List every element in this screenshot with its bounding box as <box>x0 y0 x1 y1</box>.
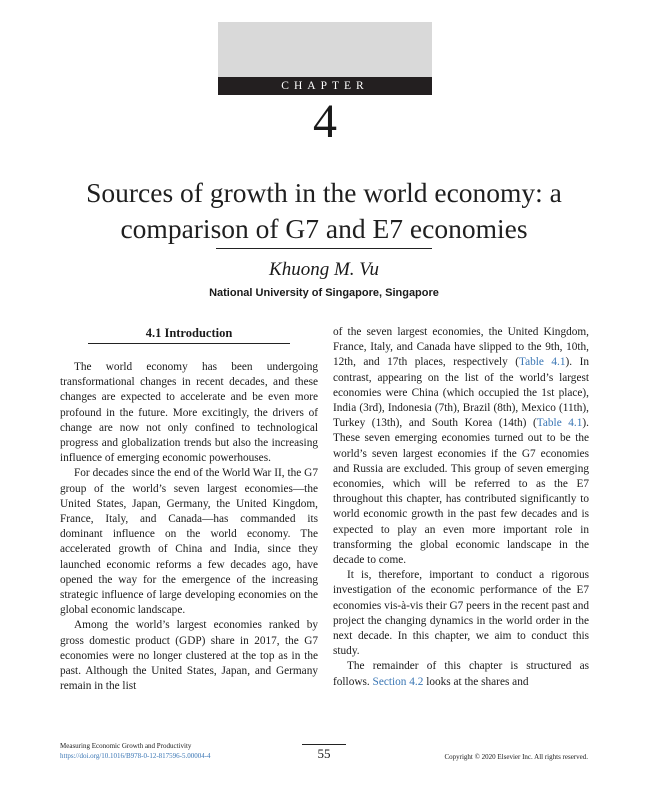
text-run: ). These seven emerging economies turned out to be the world’s seven largest economies if the G7 economies and Russia are excluded. This group of seven emerging economies, which will be referred to as the E7 throughout this chapter, has contributed significantly to world economic growth in the past few decades and is expected to play an even more important role in transforming the global economic landscape in the decade to come. <box>333 417 590 567</box>
paragraph: The world economy has been undergoing transformational changes in recent decades, and these changes are expected to accelerate and be even more profound in the future. More excitingly, the drivers of change are now not only confined to technological progress and globalization trends but also the increasing influence of emerging economic powerhouses. <box>60 361 318 465</box>
section-heading: 4.1 Introduction <box>88 325 290 344</box>
paragraph: For decades since the end of the World War II, the G7 group of the world’s seven largest economies—the United States, Japan, Germany, the United Kingdom, France, Italy, and Canada—has commanded its dominant influence on the world economy. The accelerated growth of China and India, since they launched economic reforms a few decades ago, have opened the way for the emergence of the increasing strategic influence of large developing economies on the global economic landscape. <box>60 467 318 617</box>
paragraph: It is, therefore, important to conduct a rigorous investigation of the economic performance of the E7 economies vis-à-vis their G7 peers in the recent past and project the changing dynamics in the world order in the next decade. In this chapter, we aim to conduct this study. <box>333 569 589 658</box>
table-4-1-link[interactable]: Table 4.1 <box>536 417 583 430</box>
chapter-title-line-1: Sources of growth in the world economy: a <box>86 177 562 208</box>
copyright-notice: Copyright © 2020 Elsevier Inc. All rights reserved. <box>444 753 588 761</box>
book-title: Measuring Economic Growth and Productivity <box>60 742 192 750</box>
footer-citation <box>60 741 211 761</box>
page-number-rule <box>302 744 346 745</box>
text-run: looks at the shares and <box>423 675 529 688</box>
paragraph: Among the world’s largest economies ranked by gross domestic product (GDP) share in 2017, the G7 economies were no longer clustered at the top as in the past. Although the United States, Japan, and Germany remain in the list <box>60 619 318 693</box>
author-affiliation: National University of Singapore, Singapore <box>209 287 439 299</box>
table-4-1-link[interactable]: Table 4.1 <box>519 356 566 369</box>
paragraph <box>333 325 589 568</box>
text-run: of the seven largest economies, the United Kingdom, France, Italy, and Canada have slipped to the 9th, 10th, 12th, and 17th places, respectively ( <box>333 326 589 369</box>
left-column <box>60 325 318 694</box>
chapter-banner <box>218 22 432 77</box>
right-column <box>333 325 589 690</box>
chapter-label: CHAPTER <box>218 77 432 95</box>
text-run: The remainder of this chapter is structured as follows. <box>333 660 589 688</box>
page-number: 55 <box>317 746 331 761</box>
text-run: ). In contrast, appearing on the list of the world’s largest economies were China (which occupied the 1st place), India (3rd), Indonesia (7th), Brazil (8th), Mexico (11th), Turkey (13th), and South Korea (14th) ( <box>333 356 589 430</box>
chapter-title <box>40 175 608 247</box>
paragraph <box>333 659 589 689</box>
author-name: Khuong M. Vu <box>269 259 379 280</box>
doi-link[interactable]: https://doi.org/10.1016/B978-0-12-817596-5.00004-4 <box>60 752 211 760</box>
section-4-2-link[interactable]: Section 4.2 <box>372 675 424 688</box>
chapter-title-line-2: comparison of G7 and E7 economies <box>120 213 528 244</box>
title-divider <box>216 248 432 249</box>
chapter-number: 4 <box>313 95 337 148</box>
